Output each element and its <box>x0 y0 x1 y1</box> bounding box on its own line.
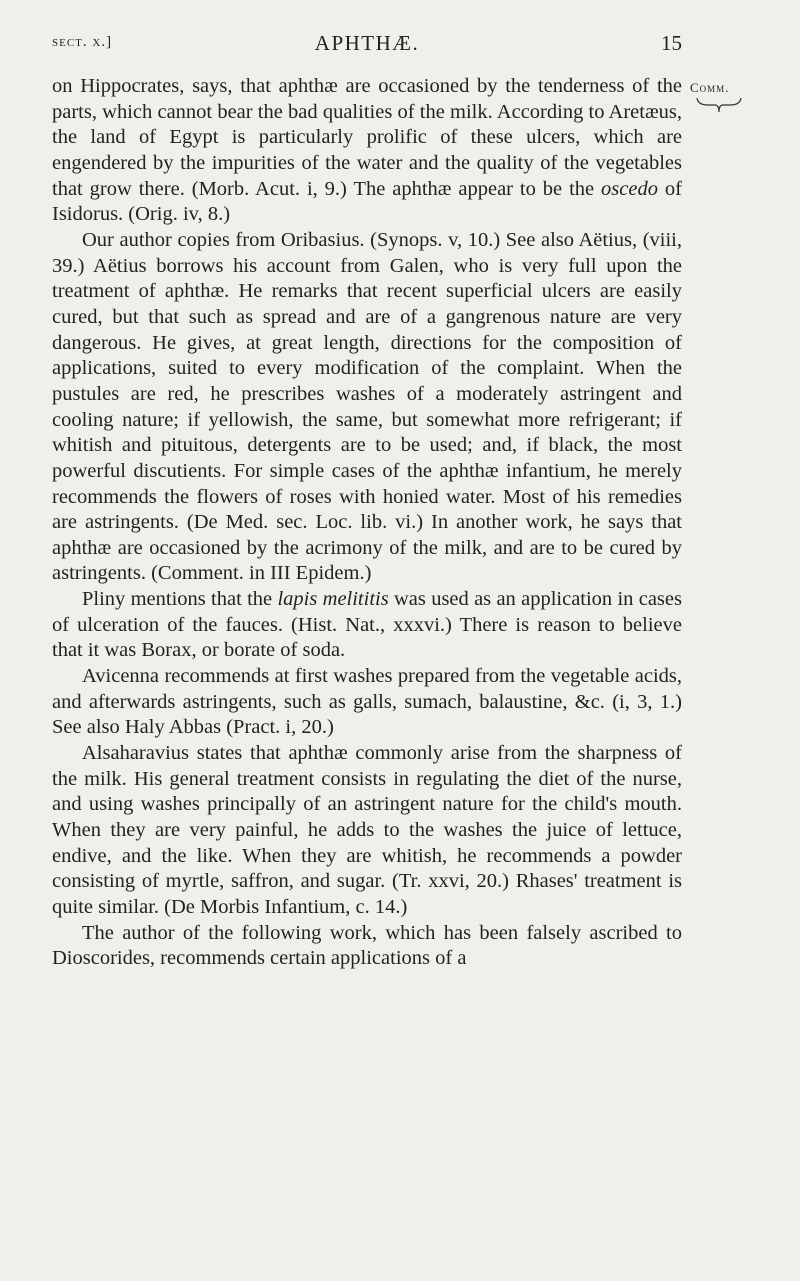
section-label: sect. x.] <box>52 34 113 50</box>
margin-note-comm: Comm. <box>690 80 730 95</box>
paragraph-text: was used as an application in cases of ulceration of the fauces. (Hist. Nat., xxxvi.) There is reason to believe that it was Borax, or borate of soda. <box>52 588 682 662</box>
paragraph <box>52 74 682 228</box>
paragraph-text: of Isidorus. (Orig. iv, 8.) <box>52 177 682 226</box>
paragraph <box>52 664 682 741</box>
italic-term: lapis melititis <box>277 588 389 611</box>
paragraph <box>52 741 682 921</box>
paragraph-text: Alsaharavius states that aphthæ commonly arise from the sharpness of the milk. His general treatment consists in regulating the diet of the nurse, and using washes principally of an astringent nature for the child's mouth. When they are very painful, he adds to the washes the juice of lettuce, endive, and the like. When they are whitish, he recommends a powder consisting of myrtle, saffron, and sugar. (Tr. xxvi, 20.) Rhases' treatment is quite similar. (De Morbis Infantium, c. 14.) <box>52 742 682 918</box>
page-number: 15 <box>661 31 682 55</box>
paragraph-text: Avicenna recommends at first washes prepared from the vegetable acids, and afterwards astringents, such as galls, sumach, balaustine, &c. (i, 3, 1.) See also Haly Abbas (Pract. i, 20.) <box>52 665 682 739</box>
paragraph-text: Our author copies from Oribasius. (Synops. v, 10.) See also Aëtius, (viii, 39.) Aëtius borrows his account from Galen, who is very full upon the treatment of aphthæ. He remarks that recent superficial ulcers are easily cured, but that such as spread and are of a gangrenous nature are very dangerous. He gives, at great length, directions for the composition of applications, suited to every modification of the complaint. When the pustules are red, he prescribes washes of a moderately astringent and cooling nature; if yellowish, the same, but somewhat more refrigerant; if whitish and pituitous, detergents are to be used; and, if black, the most powerful discutients. For simple cases of the aphthæ infantium, he merely recommends the flowers of roses with honied water. Most of his remedies are astringents. (De Med. sec. Loc. lib. vi.) In another work, he says that aphthæ are occasioned by the acrimony of the milk, and are to be cured by astringents. (Comment. in III Epidem.) <box>52 228 682 585</box>
paragraph <box>52 228 682 587</box>
curly-brace-icon <box>696 96 742 114</box>
running-head <box>52 30 682 56</box>
paragraph-text: The author of the following work, which has been falsely ascribed to Dioscorides, recommends certain applications of a <box>52 921 682 970</box>
paragraph <box>52 921 682 972</box>
paragraph <box>52 587 682 664</box>
paragraph-text: on Hippocrates, says, that aphthæ are occasioned by the tenderness of the parts, which cannot bear the bad qualities of the milk. According to Aretæus, the land of Egypt is particularly prolific of these ulcers, which are engendered by the impurities of the water and the quality of the vegetables that grow there. (Morb. Acut. i, 9.) The aphthæ appear to be the <box>52 75 682 200</box>
body-text <box>52 74 682 972</box>
paragraph-text: Pliny mentions that the <box>82 588 278 611</box>
italic-term: oscedo <box>601 177 658 200</box>
chapter-title: APHTHÆ. <box>314 31 420 55</box>
